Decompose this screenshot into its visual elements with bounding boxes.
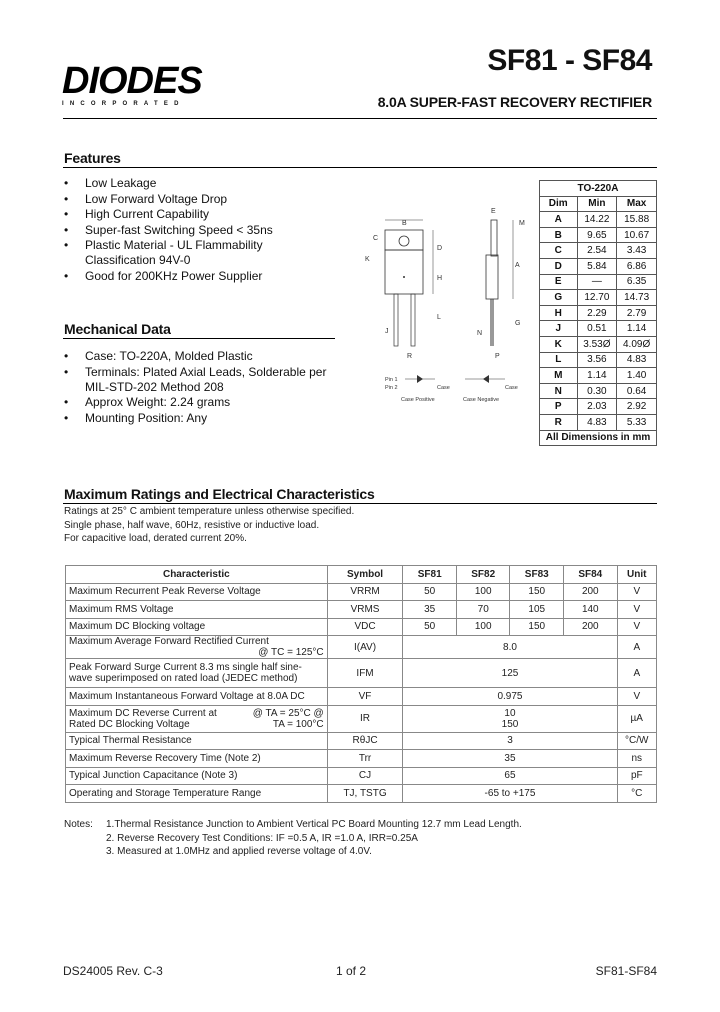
mechanical-rule bbox=[63, 338, 335, 339]
unit-cell: µA bbox=[617, 705, 656, 732]
value-cell: 0.975 bbox=[403, 688, 617, 706]
min-cell: 3.56 bbox=[577, 352, 617, 368]
table-row bbox=[540, 368, 657, 384]
max-cell: 3.43 bbox=[617, 243, 657, 259]
min-header: Min bbox=[577, 196, 617, 212]
char-cell: Maximum Recurrent Peak Reverse Voltage bbox=[66, 583, 328, 601]
table-row bbox=[540, 352, 657, 368]
unit-cell: °C/W bbox=[617, 732, 656, 750]
table-row bbox=[66, 785, 657, 803]
min-cell: 5.84 bbox=[577, 258, 617, 274]
dimension-table bbox=[539, 180, 657, 446]
col-header: SF84 bbox=[564, 566, 618, 584]
table-row bbox=[66, 767, 657, 785]
table-row bbox=[66, 688, 657, 706]
dim-cell: A bbox=[540, 212, 578, 228]
unit-cell: ns bbox=[617, 750, 656, 768]
dim-label-k: K bbox=[365, 256, 370, 263]
symbol-cell: VDC bbox=[327, 618, 403, 636]
min-cell: 3.53Ø bbox=[577, 336, 617, 352]
value-cell bbox=[403, 705, 617, 732]
features-list bbox=[64, 176, 284, 285]
symbol-cell: Trr bbox=[327, 750, 403, 768]
dim-label-j: J bbox=[385, 328, 389, 335]
value-cell: 100 bbox=[456, 618, 510, 636]
max-cell: 1.40 bbox=[617, 368, 657, 384]
dim-cell: B bbox=[540, 227, 578, 243]
table-row bbox=[66, 732, 657, 750]
value-cell: 65 bbox=[403, 767, 617, 785]
dimension-units-note: All Dimensions in mm bbox=[540, 430, 657, 446]
symbol-cell: VRMS bbox=[327, 601, 403, 619]
ratings-rule bbox=[63, 503, 657, 504]
value-cell: 150 bbox=[510, 618, 564, 636]
value-cell: 50 bbox=[403, 618, 457, 636]
unit-cell: V bbox=[617, 601, 656, 619]
min-cell: 0.51 bbox=[577, 321, 617, 337]
table-row bbox=[66, 659, 657, 688]
condition-text: @ TA = 25°C @ TA = 100°C bbox=[252, 707, 324, 730]
max-cell: 0.64 bbox=[617, 383, 657, 399]
char-cell: Maximum Instantaneous Forward Voltage at 8.0A DC bbox=[66, 688, 328, 706]
max-cell: 1.14 bbox=[617, 321, 657, 337]
note-item: 3. Measured at 1.0MHz and applied reverse voltage of 4.0V. bbox=[106, 846, 372, 857]
table-row bbox=[540, 290, 657, 306]
value-cell: 70 bbox=[456, 601, 510, 619]
ratings-title: Maximum Ratings and Electrical Characteristics bbox=[64, 486, 375, 502]
part-range-title: SF81 - SF84 bbox=[487, 44, 652, 77]
header-rule bbox=[63, 118, 657, 119]
table-row bbox=[540, 414, 657, 430]
list-item: • Low Forward Voltage Drop bbox=[64, 192, 284, 207]
table-row bbox=[66, 636, 657, 659]
max-cell: 14.73 bbox=[617, 290, 657, 306]
unit-cell: °C bbox=[617, 785, 656, 803]
condition-line: Ratings at 25° C ambient temperature unless otherwise specified. bbox=[64, 506, 355, 517]
table-row bbox=[540, 305, 657, 321]
min-cell: 2.03 bbox=[577, 399, 617, 415]
footer-part: SF81-SF84 bbox=[595, 964, 657, 978]
char-cell: Typical Thermal Resistance bbox=[66, 732, 328, 750]
max-cell: 2.79 bbox=[617, 305, 657, 321]
value-cell: 50 bbox=[403, 583, 457, 601]
dim-label-r: R bbox=[407, 353, 413, 360]
value-cell: 200 bbox=[564, 583, 618, 601]
dim-cell: H bbox=[540, 305, 578, 321]
table-row bbox=[540, 383, 657, 399]
dim-label-e: E bbox=[491, 208, 496, 215]
table-row bbox=[66, 618, 657, 636]
value-cell: 140 bbox=[564, 601, 618, 619]
doc-number: DS24005 Rev. C-3 bbox=[63, 964, 163, 978]
char-cell: Peak Forward Surge Current 8.3 ms single half sine-wave superimposed on rated load (JEDEC method) bbox=[66, 659, 328, 688]
package-name: TO-220A bbox=[540, 181, 657, 197]
table-row bbox=[66, 583, 657, 601]
col-header: SF81 bbox=[403, 566, 457, 584]
min-cell: 2.54 bbox=[577, 243, 617, 259]
list-item: • Approx Weight: 2.24 grams bbox=[64, 395, 334, 410]
dim-cell: K bbox=[540, 336, 578, 352]
dim-cell: N bbox=[540, 383, 578, 399]
dim-cell: E bbox=[540, 274, 578, 290]
col-header: Characteristic bbox=[66, 566, 328, 584]
dim-label-n: N bbox=[477, 330, 483, 337]
mechanical-title: Mechanical Data bbox=[64, 321, 171, 337]
value-cell: 150 bbox=[510, 583, 564, 601]
symbol-cell: VRRM bbox=[327, 583, 403, 601]
mechanical-list bbox=[64, 349, 334, 426]
char-cell bbox=[66, 636, 328, 659]
dim-cell: L bbox=[540, 352, 578, 368]
diode-symbol-reverse bbox=[483, 375, 489, 383]
condition-line: For capacitive load, derated current 20%. bbox=[64, 533, 247, 544]
company-logo bbox=[62, 62, 222, 110]
case-negative-label: Case Negative bbox=[463, 397, 500, 403]
symbol-cell: IR bbox=[327, 705, 403, 732]
col-header: Unit bbox=[617, 566, 656, 584]
min-cell: 9.65 bbox=[577, 227, 617, 243]
dim-cell: M bbox=[540, 368, 578, 384]
value-cell: 8.0 bbox=[403, 636, 617, 659]
diode-symbol bbox=[417, 375, 423, 383]
dim-cell: G bbox=[540, 290, 578, 306]
max-cell: 2.92 bbox=[617, 399, 657, 415]
tab-outline bbox=[385, 230, 423, 250]
pin1-label: Pin 1 bbox=[385, 377, 398, 383]
list-item: • Mounting Position: Any bbox=[64, 411, 334, 426]
product-subtitle: 8.0A SUPER-FAST RECOVERY RECTIFIER bbox=[377, 94, 652, 110]
max-cell: 15.88 bbox=[617, 212, 657, 228]
notes-label: Notes: bbox=[64, 819, 93, 830]
symbol-cell: TJ, TSTG bbox=[327, 785, 403, 803]
min-cell: 0.30 bbox=[577, 383, 617, 399]
table-row bbox=[540, 321, 657, 337]
note-item: 1.Thermal Resistance Junction to Ambient Vertical PC Board Mounting 12.7 mm Lead Length. bbox=[106, 819, 522, 830]
table-row bbox=[540, 274, 657, 290]
char-cell: Maximum Reverse Recovery Time (Note 2) bbox=[66, 750, 328, 768]
min-cell: 1.14 bbox=[577, 368, 617, 384]
case-label: Case bbox=[437, 385, 450, 391]
notes-list bbox=[106, 818, 666, 859]
dim-cell: P bbox=[540, 399, 578, 415]
value-cell: -65 to +175 bbox=[403, 785, 617, 803]
char-cell: Maximum RMS Voltage bbox=[66, 601, 328, 619]
value-cell: 3 bbox=[403, 732, 617, 750]
dim-label-c: C bbox=[373, 235, 379, 242]
unit-cell: V bbox=[617, 618, 656, 636]
table-row bbox=[540, 399, 657, 415]
min-cell: 12.70 bbox=[577, 290, 617, 306]
min-cell: 4.83 bbox=[577, 414, 617, 430]
unit-cell: A bbox=[617, 659, 656, 688]
value-cell: 100 bbox=[456, 583, 510, 601]
symbol-cell: CJ bbox=[327, 767, 403, 785]
list-item: • High Current Capability bbox=[64, 207, 284, 222]
char-text: Maximum Average Forward Rectified Current bbox=[69, 636, 269, 647]
min-cell: 2.29 bbox=[577, 305, 617, 321]
col-header: SF83 bbox=[510, 566, 564, 584]
mounting-hole bbox=[399, 236, 409, 246]
dim-cell: D bbox=[540, 258, 578, 274]
ratings-conditions bbox=[64, 505, 654, 546]
value-cell: 125 bbox=[403, 659, 617, 688]
min-cell: — bbox=[577, 274, 617, 290]
table-row bbox=[540, 258, 657, 274]
dim-cell: R bbox=[540, 414, 578, 430]
dim-label-h: H bbox=[437, 275, 443, 282]
symbol-cell: RθJC bbox=[327, 732, 403, 750]
max-cell: 10.67 bbox=[617, 227, 657, 243]
value-cell: 200 bbox=[564, 618, 618, 636]
char-cell: Operating and Storage Temperature Range bbox=[66, 785, 328, 803]
char-cell bbox=[66, 705, 328, 732]
symbol-cell: IFM bbox=[327, 659, 403, 688]
dim-label-g: G bbox=[515, 320, 521, 327]
page-number: 1 of 2 bbox=[336, 964, 367, 978]
side-body bbox=[486, 255, 498, 299]
dim-label-l: L bbox=[437, 314, 441, 321]
table-row bbox=[540, 212, 657, 228]
dim-label-b: B bbox=[402, 220, 407, 227]
value-cell: 105 bbox=[510, 601, 564, 619]
max-cell: 5.33 bbox=[617, 414, 657, 430]
side-tab bbox=[491, 220, 497, 256]
ratings-table bbox=[65, 565, 657, 803]
char-text: Maximum DC Reverse Current at Rated DC Blocking Voltage bbox=[69, 707, 217, 730]
dim-label-p: P bbox=[495, 353, 500, 360]
unit-cell: pF bbox=[617, 767, 656, 785]
logo-subtext: INCORPORATED bbox=[62, 101, 185, 107]
pin2-label: Pin 2 bbox=[385, 385, 398, 391]
list-item: • Super-fast Switching Speed < 35ns bbox=[64, 223, 284, 238]
table-row bbox=[540, 227, 657, 243]
list-item: • Case: TO-220A, Molded Plastic bbox=[64, 349, 334, 364]
value-cell: 35 bbox=[403, 750, 617, 768]
char-cell: Maximum DC Blocking voltage bbox=[66, 618, 328, 636]
features-title: Features bbox=[64, 150, 121, 166]
note-item: 2. Reverse Recovery Test Conditions: IF =0.5 A, IR =1.0 A, IRR=0.25A bbox=[106, 832, 418, 844]
char-cell: Typical Junction Capacitance (Note 3) bbox=[66, 767, 328, 785]
logo-text: DIODES bbox=[62, 60, 202, 102]
ratings-table-box bbox=[65, 565, 657, 803]
unit-cell: V bbox=[617, 688, 656, 706]
col-header: SF82 bbox=[456, 566, 510, 584]
max-cell: 4.09Ø bbox=[617, 336, 657, 352]
table-row bbox=[66, 705, 657, 732]
features-rule bbox=[63, 167, 657, 168]
dim-header: Dim bbox=[540, 196, 578, 212]
lead-1 bbox=[394, 294, 398, 346]
table-header-row bbox=[66, 566, 657, 584]
min-cell: 14.22 bbox=[577, 212, 617, 228]
table-row bbox=[66, 601, 657, 619]
case-positive-label: Case Positive bbox=[401, 397, 435, 403]
package-outline-diagram bbox=[355, 195, 535, 410]
list-item: • Plastic Material - UL Flammability Classification 94V-0 bbox=[64, 238, 284, 268]
dimension-table-box bbox=[539, 180, 657, 446]
list-item: • Low Leakage bbox=[64, 176, 284, 191]
dim-cell: C bbox=[540, 243, 578, 259]
symbol-cell: I(AV) bbox=[327, 636, 403, 659]
body-outline bbox=[385, 250, 423, 294]
unit-cell: A bbox=[617, 636, 656, 659]
value-text: 10 150 bbox=[501, 707, 519, 730]
table-row bbox=[540, 336, 657, 352]
max-cell: 4.83 bbox=[617, 352, 657, 368]
unit-cell: V bbox=[617, 583, 656, 601]
col-header: Symbol bbox=[327, 566, 403, 584]
lead-2 bbox=[411, 294, 415, 346]
symbol-cell: VF bbox=[327, 688, 403, 706]
table-row bbox=[66, 750, 657, 768]
condition-text: @ TC = 125°C bbox=[258, 647, 324, 658]
condition-line: Single phase, half wave, 60Hz, resistive or inductive load. bbox=[64, 519, 320, 531]
max-cell: 6.86 bbox=[617, 258, 657, 274]
max-header: Max bbox=[617, 196, 657, 212]
table-row bbox=[540, 243, 657, 259]
value-cell: 35 bbox=[403, 601, 457, 619]
list-item: • Good for 200KHz Power Supplier bbox=[64, 269, 284, 284]
case-label-2: Case bbox=[505, 385, 518, 391]
dim-label-d: D bbox=[437, 245, 443, 252]
list-item: • Terminals: Plated Axial Leads, Solderable per MIL-STD-202 Method 208 bbox=[64, 365, 334, 395]
max-cell: 6.35 bbox=[617, 274, 657, 290]
dim-label-a: A bbox=[515, 262, 520, 269]
dim-label-m: M bbox=[519, 220, 525, 227]
dim-cell: J bbox=[540, 321, 578, 337]
